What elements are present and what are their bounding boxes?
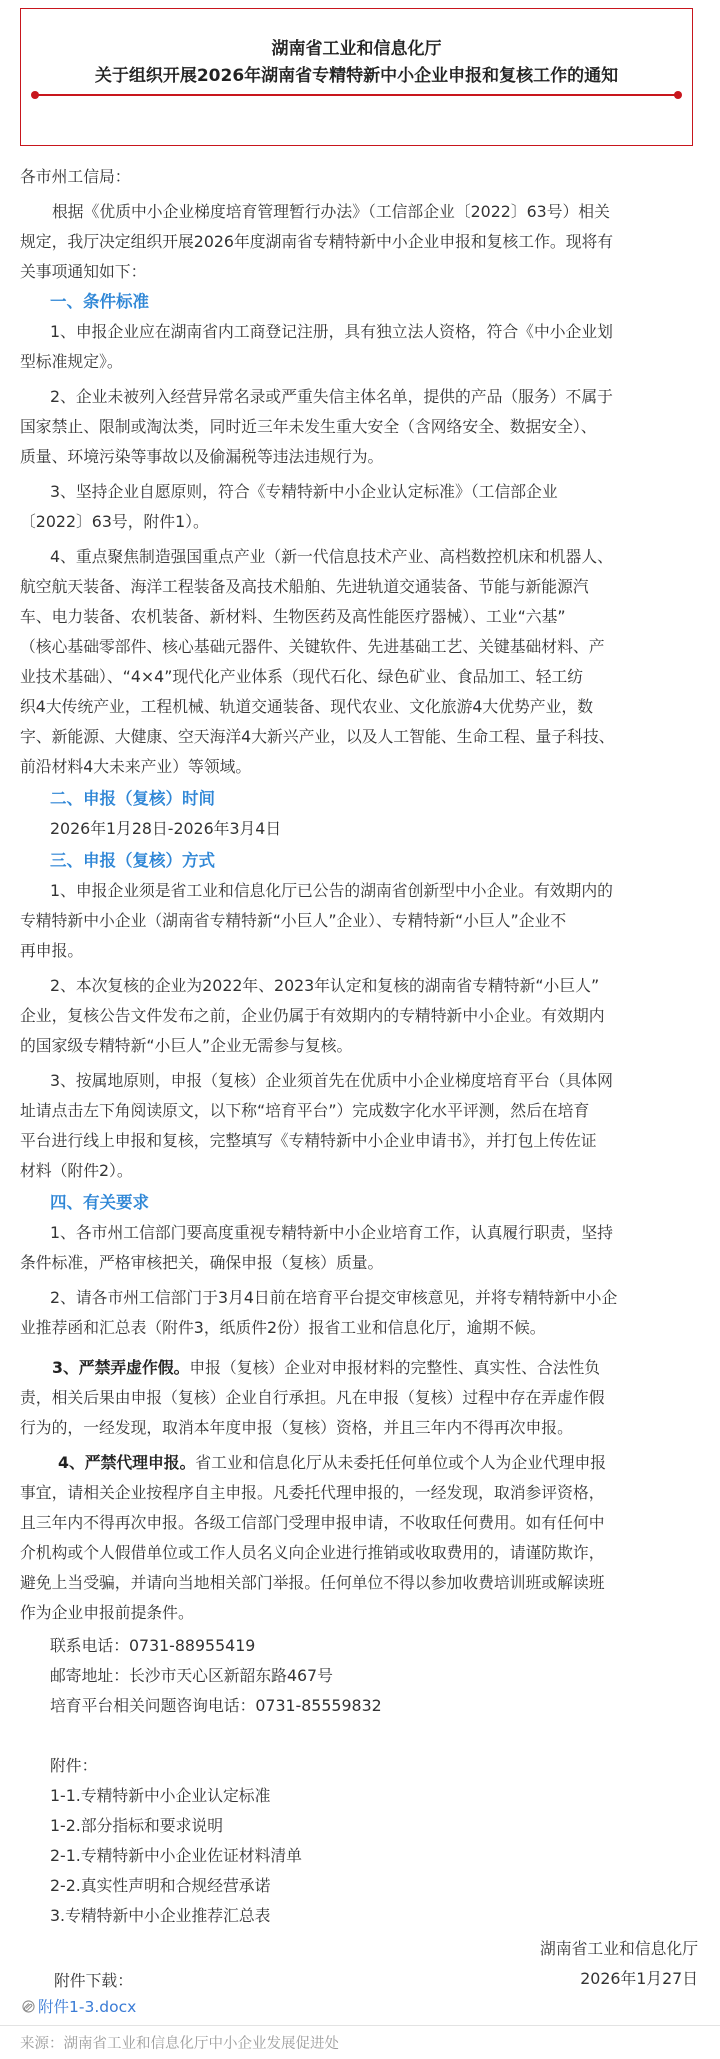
attachment-item: 1-1.专精特新中小企业认定标准 xyxy=(50,1786,271,1805)
paragraph-line xyxy=(52,1353,600,1383)
paperclip-icon xyxy=(22,2000,35,2013)
download-label: 附件下载： xyxy=(54,1971,133,1990)
header-red-rule xyxy=(33,94,680,96)
paragraph-line: 的国家级专精特新“小巨人”企业无需参与复核。 xyxy=(20,1036,353,1055)
paragraph-line: 航空航天装备、海洋工程装备及高技术船舶、先进轨道交通装备、节能与新能源汽 xyxy=(20,577,589,596)
paragraph-line: 2、请各市州工信部门于3月4日前在培育平台提交审核意见，并将专精特新中小企 xyxy=(50,1288,618,1307)
paragraph-line: 且三年内不得再次申报。各级工信部门受理申报申请，不收取任何费用。如有任何中 xyxy=(20,1513,605,1532)
intro-line: 根据《优质中小企业梯度培育管理暂行办法》（工信部企业〔2022〕63号）相关 xyxy=(52,202,610,221)
paragraph-line: 避免上当受骗，并请向当地相关部门举报。任何单位不得以参加收费培训班或解读班 xyxy=(20,1573,605,1592)
paragraph-line: 3、坚持企业自愿原则，符合《专精特新中小企业认定标准》（工信部企业 xyxy=(50,482,558,501)
paragraph-line: 型标准规定》。 xyxy=(20,352,123,371)
paragraph-text: 省工业和信息化厅从未委托任何单位或个人为企业代理申报 xyxy=(195,1453,607,1472)
rule-dot-right xyxy=(674,91,682,99)
section-heading-requirements: 四、有关要求 xyxy=(50,1193,149,1212)
paragraph-line: 4、重点聚焦制造强国重点产业（新一代信息技术产业、高档数控机床和机器人、 xyxy=(50,547,613,566)
paragraph-line: 责，相关后果由申报（复核）企业自行承担。凡在申报（复核）过程中存在弄虚作假 xyxy=(20,1388,605,1407)
section-heading-method: 三、申报（复核）方式 xyxy=(50,851,215,870)
paragraph-line: 介机构或个人假借单位或工作人员名义向企业进行推销或收取费用的，请谨防欺诈， xyxy=(20,1543,605,1562)
notice-title: 关于组织开展2026年湖南省专精特新中小企业申报和复核工作的通知 xyxy=(94,66,619,86)
paragraph-line: 2、本次复核的企业为2022年、2023年认定和复核的湖南省专精特新“小巨人” xyxy=(50,976,600,995)
paragraph-line: 织4大传统产业，工程机械、轨道交通装备、现代农业、文化旅游4大优势产业，数 xyxy=(20,697,593,716)
paragraph-line: 再申报。 xyxy=(20,941,84,960)
paragraph-line: 专精特新中小企业（湖南省专精特新“小巨人”企业）、专精特新“小巨人”企业不 xyxy=(20,911,567,930)
paragraph-line: 事宜，请相关企业按程序自主申报。凡委托代理申报的，一经发现，取消参评资格， xyxy=(20,1483,605,1502)
bold-lead: 3、严禁弄虚作假。 xyxy=(52,1358,190,1377)
attachment-item: 2-2.真实性声明和合规经营承诺 xyxy=(50,1876,271,1895)
paragraph-line: 质量、环境污染等事故以及偷漏税等违法违规行为。 xyxy=(20,447,384,466)
signature-org: 湖南省工业和信息化厅 xyxy=(540,1939,698,1958)
paragraph-line xyxy=(58,1448,606,1478)
section-heading-period: 二、申报（复核）时间 xyxy=(50,789,215,808)
attachment-item: 2-1.专精特新中小企业佐证材料清单 xyxy=(50,1846,302,1865)
paragraph-line: 址请点击左下角阅读原文，以下称“培育平台”）完成数字化水平评测，然后在培育 xyxy=(20,1101,590,1120)
source-divider xyxy=(0,2025,720,2026)
paragraph-line: 1、各市州工信部门要高度重视专精特新中小企业培育工作，认真履行职责，坚持 xyxy=(50,1223,613,1242)
paragraph-line: 条件标准，严格审核把关，确保申报（复核）质量。 xyxy=(20,1253,384,1272)
paragraph-line: 平台进行线上申报和复核，完整填写《专精特新中小企业申请书》，并打包上传佐证 xyxy=(20,1131,597,1150)
paragraph-line: 材料（附件2）。 xyxy=(20,1161,133,1180)
paragraph-line: 2、企业未被列入经营异常名录或严重失信主体名单，提供的产品（服务）不属于 xyxy=(50,387,613,406)
paragraph-line: 作为企业申报前提条件。 xyxy=(20,1603,194,1622)
intro-line: 规定，我厅决定组织开展2026年度湖南省专精特新中小企业申报和复核工作。现将有 xyxy=(20,232,614,251)
paragraph-line: 字、新能源、大健康、空天海洋4大新兴产业，以及人工智能、生命工程、量子科技、 xyxy=(20,727,615,746)
source-line: 来源：湖南省工业和信息化厅中小企业发展促进处 xyxy=(20,2036,339,2052)
intro-line: 关事项通知如下： xyxy=(20,262,147,281)
paragraph-line: 1、申报企业须是省工业和信息化厅已公告的湖南省创新型中小企业。有效期内的 xyxy=(50,881,613,900)
paragraph-line: 〔2022〕63号，附件1）。 xyxy=(20,512,209,531)
section-heading-conditions: 一、条件标准 xyxy=(50,292,149,311)
paragraph-line: 前沿材料4大未来产业）等领域。 xyxy=(20,757,252,776)
paragraph-line: 企业，复核公告文件发布之前，企业仍属于有效期内的专精特新中小企业。有效期内 xyxy=(20,1006,605,1025)
paragraph-line: （核心基础零部件、核心基础元器件、关键软件、先进基础工艺、关键基础材料、产 xyxy=(20,637,605,656)
platform-phone: 培育平台相关问题咨询电话：0731-85559832 xyxy=(50,1696,382,1715)
paragraph-line: 行为的，一经发现，取消本年度申报（复核）资格，并且三年内不得再次申报。 xyxy=(20,1418,573,1437)
rule-dot-left xyxy=(31,91,39,99)
attachments-heading: 附件： xyxy=(50,1756,98,1775)
attachment-item: 3.专精特新中小企业推荐汇总表 xyxy=(50,1906,271,1925)
issuer-title: 湖南省工业和信息化厅 xyxy=(271,39,442,59)
signature-date: 2026年1月27日 xyxy=(580,1969,698,1988)
attachment-filename[interactable]: 附件1-3.docx xyxy=(38,1998,137,2016)
attachment-download-link[interactable] xyxy=(22,1994,136,2020)
paragraph-text: 申报（复核）企业对申报材料的完整性、真实性、合法性负 xyxy=(189,1358,601,1377)
attachment-item: 1-2.部分指标和要求说明 xyxy=(50,1816,223,1835)
period-text: 2026年1月28日-2026年3月4日 xyxy=(50,819,282,838)
paragraph-line: 国家禁止、限制或淘汰类，同时近三年未发生重大安全（含网络安全、数据安全）、 xyxy=(20,417,597,436)
paragraph-line: 车、电力装备、农机装备、新材料、生物医药及高性能医疗器械）、工业“六基” xyxy=(20,607,566,626)
salutation: 各市州工信局： xyxy=(20,167,131,186)
contact-address: 邮寄地址：长沙市天心区新韶东路467号 xyxy=(50,1666,333,1685)
paragraph-line: 3、按属地原则，申报（复核）企业须首先在优质中小企业梯度培育平台（具体网 xyxy=(50,1071,613,1090)
paragraph-line: 1、申报企业应在湖南省内工商登记注册，具有独立法人资格，符合《中小企业划 xyxy=(50,322,613,341)
bold-lead: 4、严禁代理申报。 xyxy=(58,1453,196,1472)
notice-header xyxy=(20,8,693,146)
paragraph-line: 业技术基础）、“4×4”现代化产业体系（现代石化、绿色矿业、食品加工、轻工纺 xyxy=(20,667,584,686)
contact-phone: 联系电话：0731-88955419 xyxy=(50,1636,256,1655)
paragraph-line: 业推荐函和汇总表（附件3，纸质件2份）报省工业和信息化厅，逾期不候。 xyxy=(20,1318,546,1337)
